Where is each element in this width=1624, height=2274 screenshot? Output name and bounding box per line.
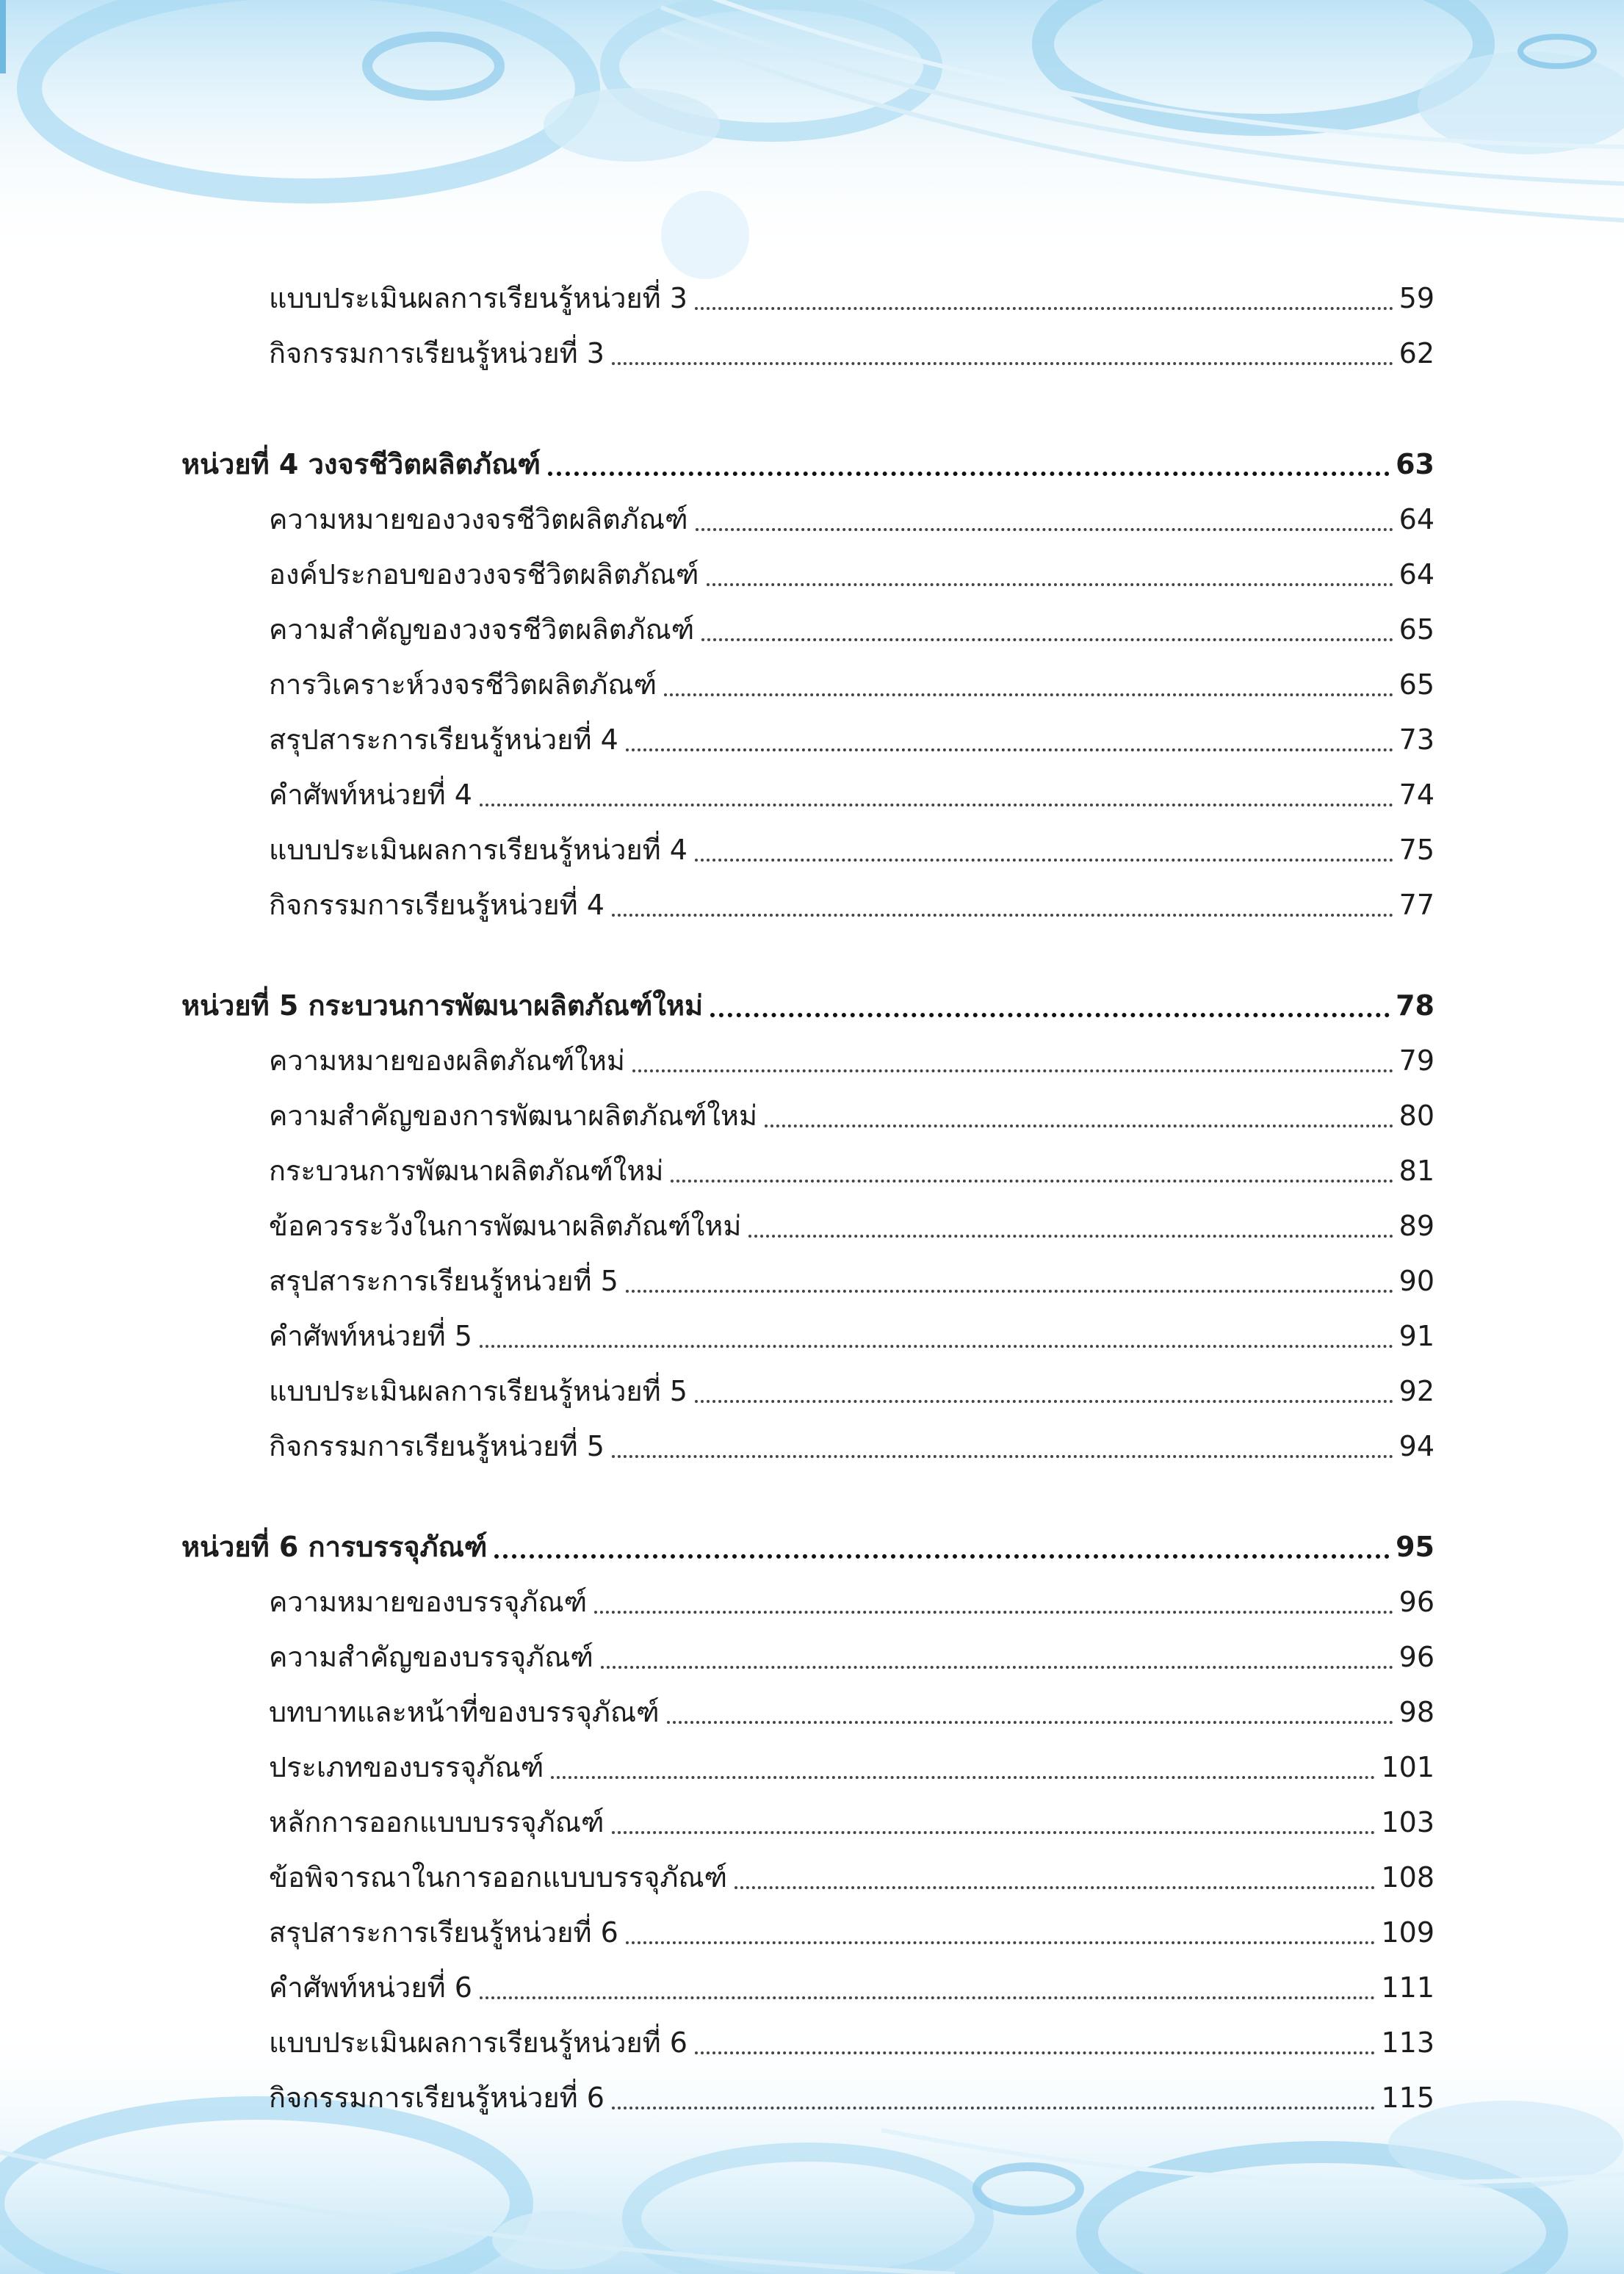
toc-entry [269,2021,1434,2065]
toc-entry [269,1259,1434,1303]
leader-dots [626,748,1393,751]
toc-entry [269,1910,1434,1954]
toc-entry-page: 79 [1399,1044,1434,1077]
toc-entry-page: 65 [1399,668,1434,701]
toc-entry [269,2076,1434,2120]
toc-entry-page: 80 [1399,1100,1434,1132]
toc-entry-page: 74 [1399,779,1434,811]
toc-entry-page: 109 [1381,1916,1434,1949]
toc-entry-page: 101 [1381,1751,1434,1783]
toc-unit-page: 78 [1396,989,1434,1022]
toc-entry [269,1580,1434,1624]
toc-entry-page: 98 [1399,1696,1434,1728]
toc-entry-page: 77 [1399,889,1434,921]
toc-entry-page: 103 [1381,1806,1434,1838]
toc-entry-title: แบบประเมินผลการเรียนรู้หน่วยที่ 3 [269,282,688,314]
leader-dots [594,1611,1393,1614]
toc-entry-page: 91 [1399,1320,1434,1352]
toc-entry [269,497,1434,541]
toc-entry-title: กิจกรรมการเรียนรู้หน่วยที่ 4 [269,889,605,921]
leader-dots [626,1290,1393,1293]
leader-dots [612,2107,1376,2109]
toc-entry-title: ข้อพิจารณาในการออกแบบบรรจุภัณฑ์ [269,1861,728,1894]
leader-dots [667,1721,1393,1724]
leader-dots [612,1831,1376,1834]
leader-dots [548,472,1390,476]
leader-dots [480,1345,1393,1348]
leader-dots [696,528,1393,531]
leader-dots [626,1941,1376,1944]
toc-entry-title: สรุปสาระการเรียนรู้หน่วยที่ 4 [269,723,618,756]
toc-entry-title: กิจกรรมการเรียนรู้หน่วยที่ 5 [269,1430,605,1462]
toc-entry [269,883,1434,927]
toc-entry-page: 115 [1381,2082,1434,2114]
toc-entry [269,276,1434,320]
toc-unit-page: 63 [1396,448,1434,480]
toc-entry-page: 89 [1399,1210,1434,1242]
toc-entry-page: 81 [1399,1155,1434,1187]
toc-entry-title: ความสำคัญของวงจรชีวิตผลิตภัณฑ์ [269,613,695,646]
toc-entry-title: บทบาทและหน้าที่ของบรรจุภัณฑ์ [269,1696,660,1728]
leader-dots [748,1235,1393,1238]
toc-entry [269,1635,1434,1679]
toc-entry-page: 96 [1399,1641,1434,1673]
toc-entry-page: 75 [1399,834,1434,866]
toc-entry-title: กิจกรรมการเรียนรู้หน่วยที่ 6 [269,2082,605,2114]
toc-entry [269,1745,1434,1789]
toc-entry-title: แบบประเมินผลการเรียนรู้หน่วยที่ 5 [269,1375,688,1407]
toc-entry-title: ความสำคัญของบรรจุภัณฑ์ [269,1641,593,1673]
leader-dots [710,1013,1390,1017]
toc-entry-title: ประเภทของบรรจุภัณฑ์ [269,1751,544,1783]
toc-entry-page: 92 [1399,1375,1434,1407]
toc-entry-title: แบบประเมินผลการเรียนรู้หน่วยที่ 4 [269,834,688,866]
toc-unit-heading [181,1525,1434,1569]
toc-entry-page: 113 [1381,2026,1434,2059]
toc-entry-title: คำศัพท์หน่วยที่ 6 [269,1971,472,2004]
leader-dots [735,1886,1375,1889]
toc-entry [269,331,1434,375]
toc-entry [269,663,1434,707]
toc-entry-page: 65 [1399,613,1434,646]
toc-entry-title: ความหมายของบรรจุภัณฑ์ [269,1586,588,1618]
toc-entry [269,1424,1434,1468]
toc-entry [269,1690,1434,1734]
toc-entry [269,718,1434,762]
toc-unit-title: หน่วยที่ 4 วงจรชีวิตผลิตภัณฑ์ [181,448,541,480]
toc-entry-title: กิจกรรมการเรียนรู้หน่วยที่ 3 [269,337,605,369]
leader-dots [701,638,1393,641]
leader-dots [480,804,1393,806]
toc-entry [269,1204,1434,1248]
toc-entry-title: กระบวนการพัฒนาผลิตภัณฑ์ใหม่ [269,1155,664,1187]
toc-entry [269,1039,1434,1083]
toc-unit-heading [181,442,1434,486]
toc-entry [269,828,1434,872]
toc-entry-page: 64 [1399,558,1434,591]
leader-dots [671,1180,1393,1183]
toc-entry-page: 90 [1399,1265,1434,1297]
toc-entry-title: คำศัพท์หน่วยที่ 5 [269,1320,472,1352]
toc-unit-page: 95 [1396,1531,1434,1563]
toc-entry-page: 59 [1399,282,1434,314]
toc-entry-title: ข้อควรระวังในการพัฒนาผลิตภัณฑ์ใหม่ [269,1210,742,1242]
leader-dots [612,362,1393,365]
leader-dots [601,1666,1393,1669]
toc-entry [269,607,1434,651]
toc-entry [269,1855,1434,1899]
leader-dots [695,859,1393,862]
toc-entry-title: สรุปสาระการเรียนรู้หน่วยที่ 6 [269,1916,618,1949]
toc-entry-page: 64 [1399,503,1434,535]
leader-dots [695,307,1393,310]
toc-unit-title: หน่วยที่ 6 การบรรจุภัณฑ์ [181,1531,488,1563]
leader-dots [765,1125,1393,1127]
leader-dots [480,1996,1376,1999]
toc-entry [269,1369,1434,1413]
toc-entry-page: 108 [1381,1861,1434,1894]
toc-unit-heading [181,983,1434,1028]
leader-dots [494,1554,1390,1559]
toc-entry-title: แบบประเมินผลการเรียนรู้หน่วยที่ 6 [269,2026,688,2059]
toc-entry-page: 94 [1399,1430,1434,1462]
leader-dots [664,693,1393,696]
leader-dots [612,914,1393,917]
toc-entry-page: 62 [1399,337,1434,369]
toc-entry-title: การวิเคราะห์วงจรชีวิตผลิตภัณฑ์ [269,668,657,701]
toc-entry [269,1800,1434,1844]
toc-entry [269,1966,1434,2010]
toc-entry-title: สรุปสาระการเรียนรู้หน่วยที่ 5 [269,1265,618,1297]
leader-dots [695,1400,1393,1403]
toc-entry [269,1314,1434,1358]
toc-entry [269,1149,1434,1193]
toc-entry [269,552,1434,596]
toc-entry-page: 73 [1399,723,1434,756]
toc-entry-title: หลักการออกแบบบรรจุภัณฑ์ [269,1806,605,1838]
toc-entry-page: 111 [1381,1971,1434,2004]
leader-dots [551,1776,1375,1779]
toc-entry-title: ความหมายของผลิตภัณฑ์ใหม่ [269,1044,625,1077]
leader-dots [632,1069,1393,1072]
toc-unit-title: หน่วยที่ 5 กระบวนการพัฒนาผลิตภัณฑ์ใหม่ [181,989,704,1022]
leader-dots [695,2051,1375,2054]
toc-entry-title: ความหมายของวงจรชีวิตผลิตภัณฑ์ [269,503,688,535]
toc-entry-title: คำศัพท์หน่วยที่ 4 [269,779,472,811]
toc-entry [269,773,1434,817]
leader-dots [612,1455,1393,1458]
toc-entry-page: 96 [1399,1586,1434,1618]
toc-entry [269,1094,1434,1138]
toc-entry-title: ความสำคัญของการพัฒนาผลิตภัณฑ์ใหม่ [269,1100,757,1132]
toc-entry-title: องค์ประกอบของวงจรชีวิตผลิตภัณฑ์ [269,558,699,591]
leader-dots [707,583,1393,586]
